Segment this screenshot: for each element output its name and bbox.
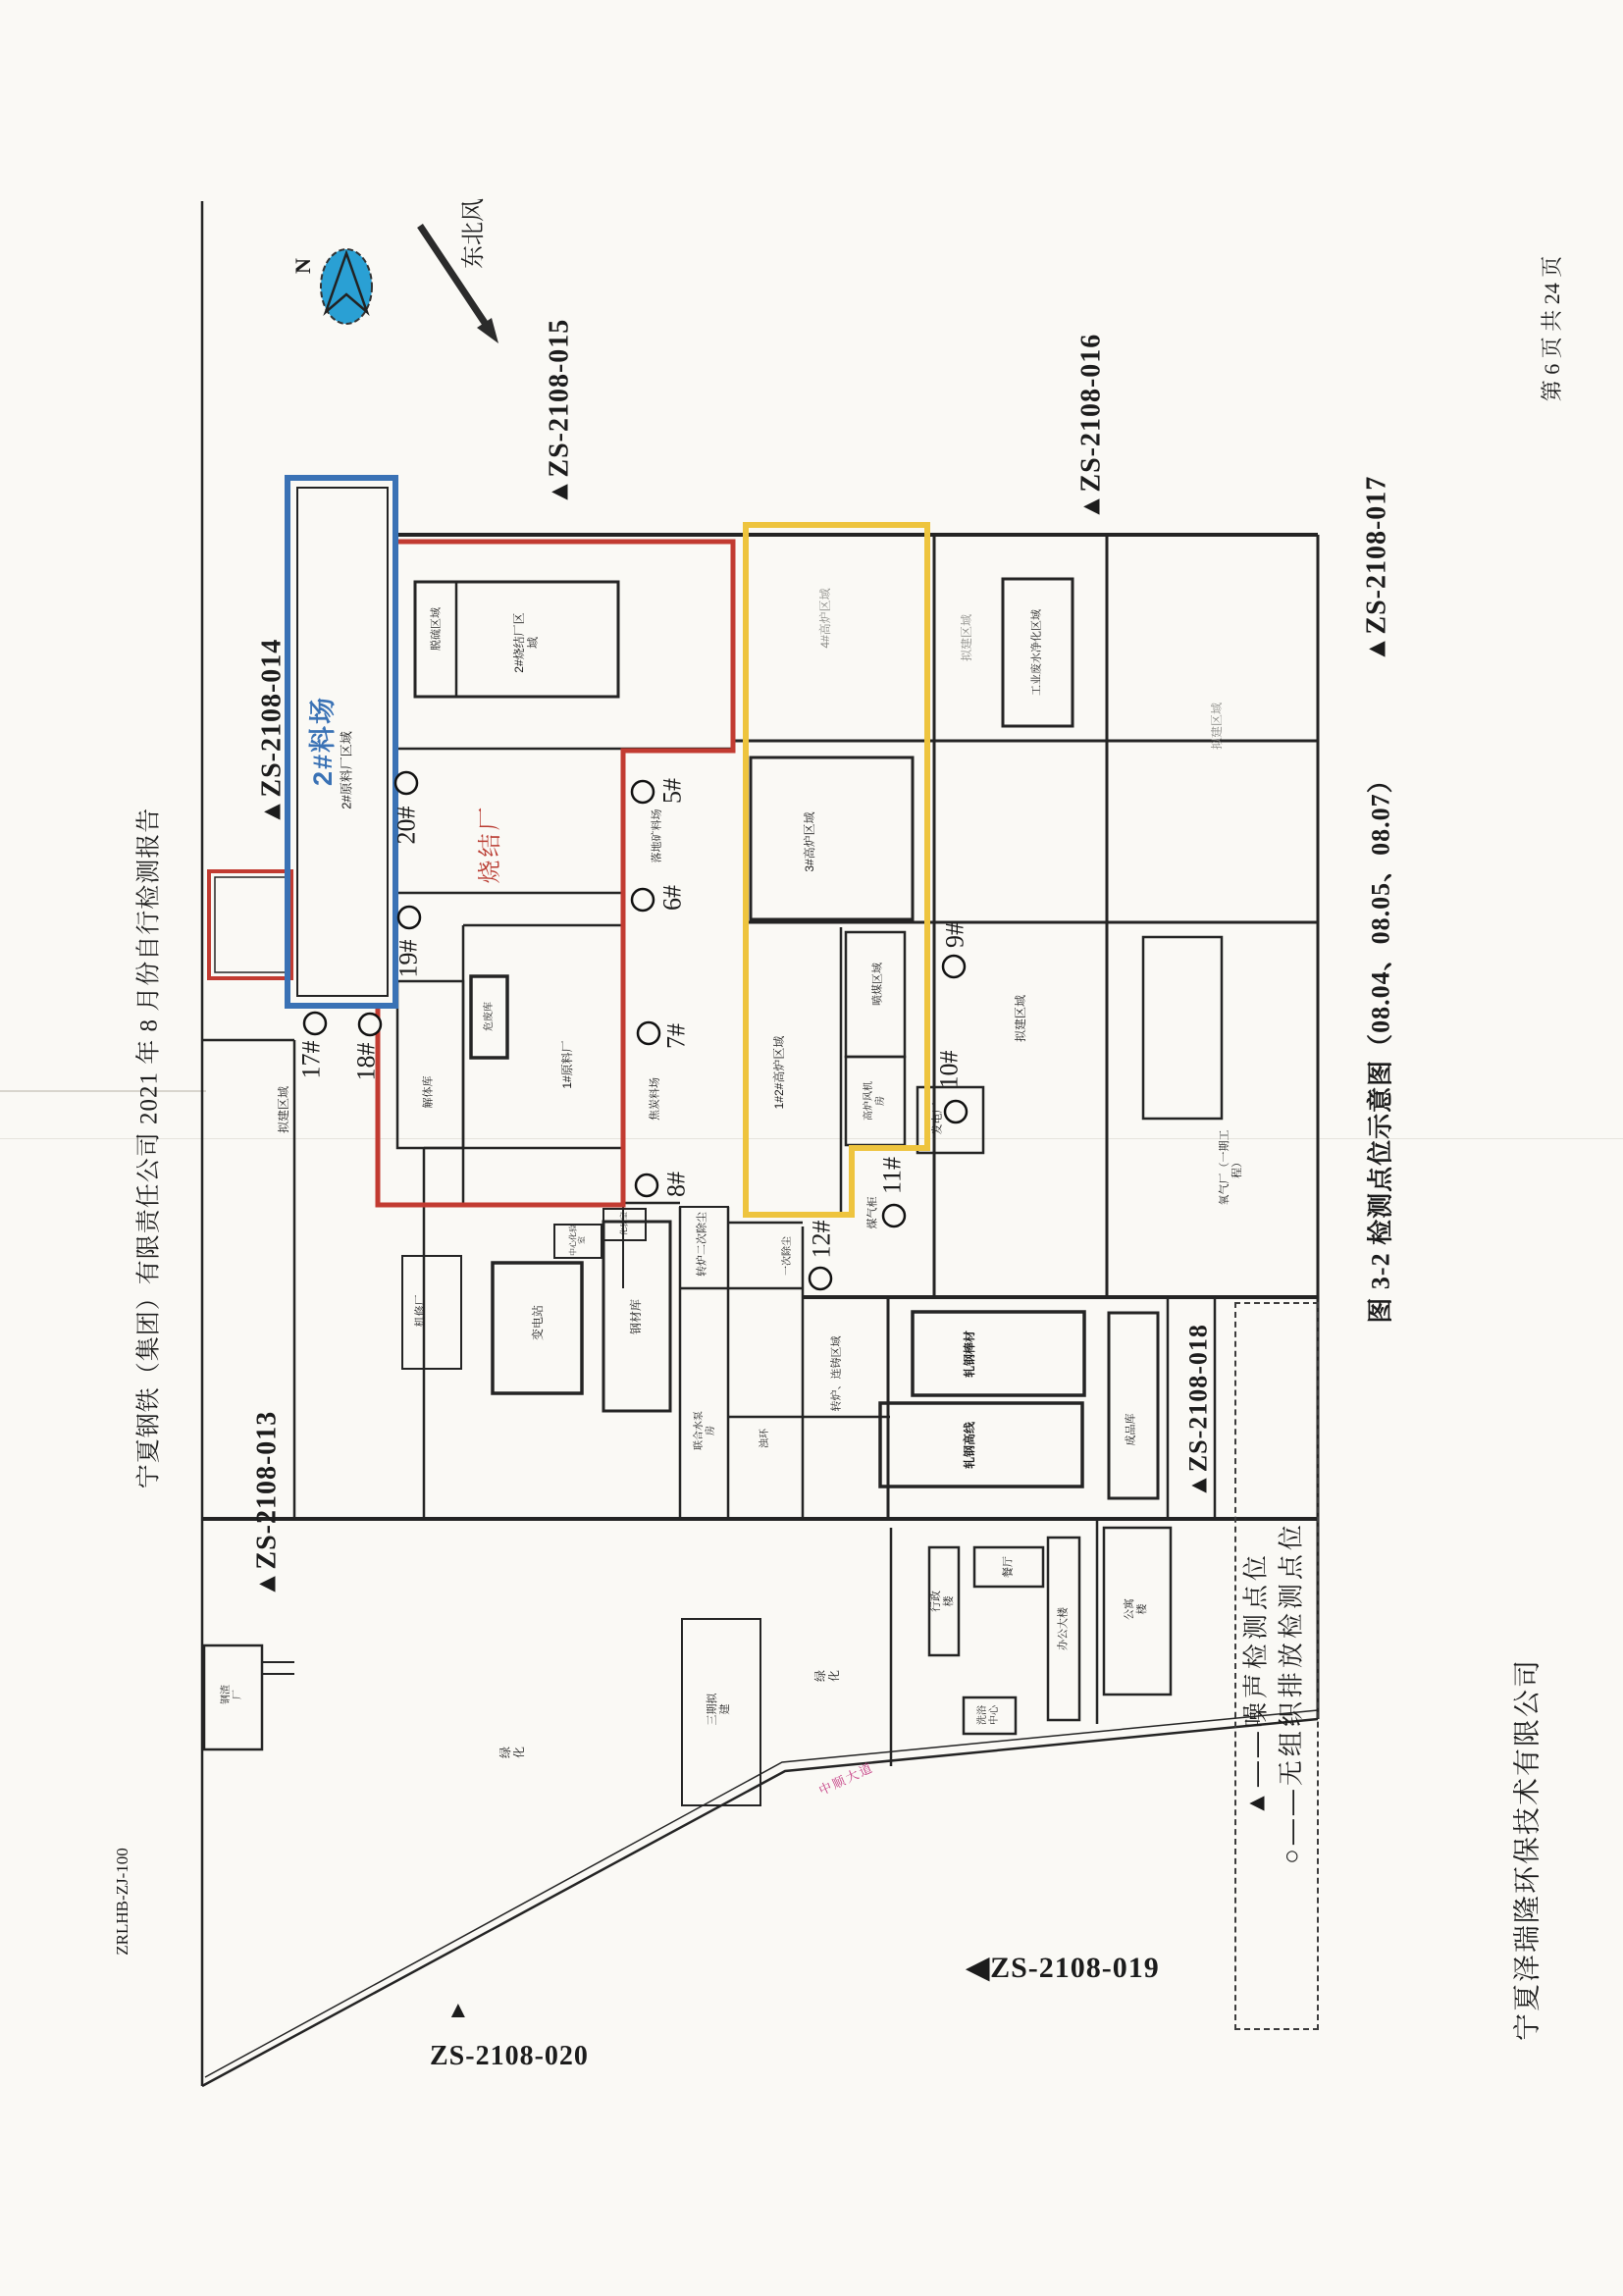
room-rolling-wire [880,1403,1082,1487]
area-label-canteen: 餐厅 [1002,1556,1015,1578]
point-label-7: 7# [661,1023,691,1049]
area-label-planned-d: 拟建区域 [276,1085,290,1133]
point-circle-20 [395,772,417,794]
area-label-jieti: 解体库 [422,1075,435,1109]
area-label-planned-b: 拟建区域 [1209,702,1224,751]
room-jixiu [402,1256,461,1369]
area-label-penmei: 喷煤区域 [871,963,884,1006]
point-circle-11 [883,1205,905,1226]
area-label-sinter2: 2#烧结厂区域 [511,612,540,673]
area-label-power: 发电厂 [931,1102,944,1135]
noise-marker-zs018: ▲ZS-2108-018 [1183,1324,1213,1498]
point-label-5: 5# [657,778,687,804]
point-label-17: 17# [296,1040,326,1079]
road-name-label: 中顺大道 [816,1759,876,1799]
area-label-bf12: 1#2#高炉区域 [771,1035,786,1110]
figure-title: 图 3-2 检测点位示意图（08.04、08.05、08.07） [1366,766,1395,1324]
area-label-fengji: 高炉风机房 [864,1081,886,1121]
noise-marker-zs014: ▲ZS-2108-014 [256,638,288,826]
noise-marker-zs019: ◀ZS-2108-019 [967,1952,1160,1984]
area-label-lab-center: 中心化验室 [568,1225,587,1256]
room-bf3 [751,757,913,919]
legend-unorganized: ○——无组织排放检测点位 [1276,1521,1306,1864]
area-label-bf4: 4#高炉区域 [817,588,832,649]
area-label-apartment: 公寓楼 [1124,1598,1148,1620]
area-label-yard2: 2#料场 [308,695,339,787]
area-label-gas-holder: 煤气柜 [866,1196,879,1229]
point-circle-18 [359,1014,381,1035]
area-label-desulf: 脱硫区域 [430,607,443,651]
room-rolling-bar [913,1312,1084,1395]
area-label-rawyard1: 1#原料厂 [559,1040,574,1089]
area-label-coke: 焦炭料场 [649,1077,661,1121]
area-label-bath: 洗浴中心 [977,1705,1000,1725]
legend-noise: ▲——噪声检测点位 [1240,1551,1271,1816]
area-label-jixiu: 机修厂 [414,1294,427,1328]
footer-company: 宁夏泽瑞隆环保技术有限公司 [1512,1657,1544,2042]
point-label-18: 18# [351,1042,381,1081]
area-label-wastewater: 工业废水净化区域 [1030,609,1043,696]
area-label-substation: 变电站 [530,1304,545,1341]
noise-marker-zs020-triangle: ▲ [446,1998,471,2023]
area-label-planned-c: 拟建区域 [1013,994,1027,1043]
room-right-column [1143,937,1222,1119]
area-label-hazard: 危废库 [484,1002,496,1031]
area-label-rolling-bar: 轧钢棒材 [962,1330,976,1379]
area-label-green-2: 绿化 [812,1670,841,1683]
area-label-planned-a: 拟建区域 [959,613,973,661]
noise-marker-zs016: ▲ZS-2108-016 [1075,333,1107,521]
area-label-primary: 一次除尘 [782,1236,794,1276]
area-label-office: 办公大楼 [1057,1607,1070,1650]
compass-icon [321,249,372,324]
noise-marker-zs015: ▲ZS-2108-015 [544,318,575,506]
point-label-19: 19# [393,939,423,978]
area-label-zhuohuan: 浊环 [759,1429,771,1448]
point-circle-7 [638,1022,659,1044]
point-label-20: 20# [392,806,421,845]
point-circle-12 [810,1268,831,1289]
report-header: 宁夏钢铁（集团）有限责任公司 2021 年 8 月份自行检测报告 [135,807,163,1489]
area-label-green-1: 绿化 [497,1747,526,1759]
yellow-boundary-bf-area [746,525,927,1215]
area-label-converter2nd: 转炉二次除尘 [696,1212,708,1277]
area-label-phase3: 三期拟建 [707,1693,731,1726]
point-circle-5 [632,781,654,803]
area-label-luodi: 落地矿料场 [651,809,663,863]
point-circle-9 [943,956,965,977]
area-label-yard2-sub: 2#原料厂区域 [339,731,354,809]
point-label-8: 8# [661,1172,691,1197]
point-label-10: 10# [934,1050,964,1089]
area-label-oxygen: 氧气厂（一期工程） [1219,1129,1243,1206]
page-number: 第 6 页 共 24 页 [1540,255,1565,402]
area-label-rolling-wire: 轧钢高线 [962,1421,976,1470]
point-circle-19 [398,907,420,928]
wind-direction-label: 东北风 [459,198,487,269]
compass-north-label: N [290,258,316,274]
noise-marker-zs017: ▲ZS-2108-017 [1361,475,1392,663]
point-circle-6 [632,889,654,911]
point-circle-8 [636,1174,657,1196]
room-jieti [397,981,463,1148]
noise-marker-zs020: ZS-2108-020 [430,2041,589,2071]
point-circle-10 [945,1101,967,1122]
area-label-converter-cast: 转炉、连铸区域 [830,1335,843,1412]
point-circle-17 [304,1013,326,1034]
point-label-6: 6# [657,885,687,911]
area-label-pump-joint: 联合水泵房 [694,1411,716,1450]
point-label-11: 11# [877,1156,907,1195]
doc-code: ZRLHB-ZJ-100 [112,1848,131,1956]
area-label-sinter-plant: 烧结厂 [476,804,503,884]
point-label-12: 12# [807,1220,836,1259]
area-label-product-store: 成品库 [1125,1413,1137,1446]
area-label-admin: 行政楼 [930,1591,955,1612]
noise-marker-zs013: ▲ZS-2108-013 [251,1410,283,1598]
area-label-lab: 化验室 [619,1212,629,1235]
area-label-slag: 钢渣厂 [221,1685,243,1704]
point-label-9: 9# [940,922,969,948]
area-label-steel-store: 钢材库 [628,1298,643,1335]
area-label-bf3: 3#高炉区域 [802,811,816,872]
room-product-store [1109,1313,1158,1498]
